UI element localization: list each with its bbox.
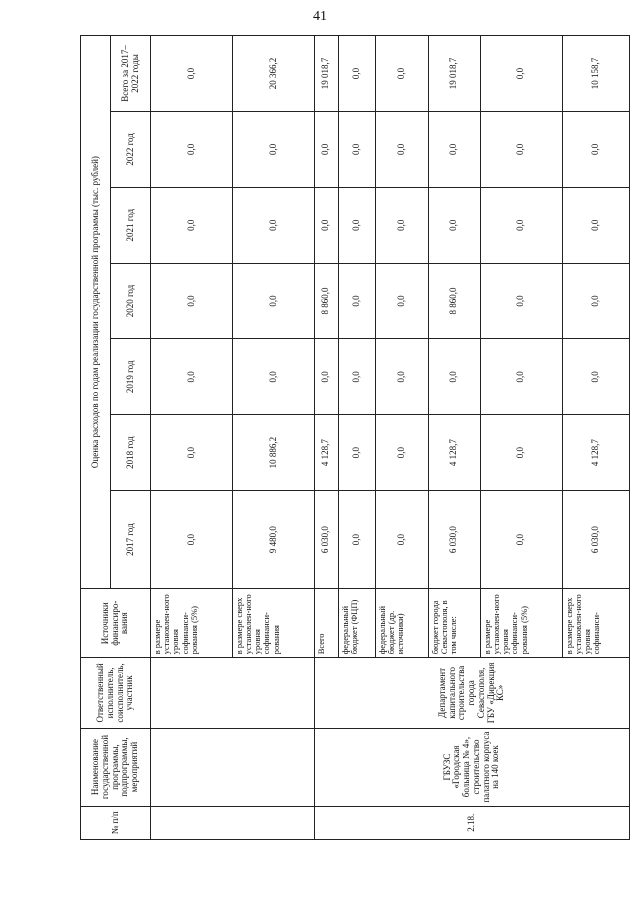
cell-value: 0,0	[314, 339, 338, 415]
cell-value: 0,0	[562, 187, 629, 263]
cell-value: 0,0	[338, 111, 376, 187]
rotated-table-container	[80, 35, 630, 840]
cell-value: 10 886,2	[232, 415, 314, 491]
cell-source: федеральный бюджет (ФЦП)	[338, 589, 376, 658]
expenses-table	[80, 35, 630, 840]
cell-value: 0,0	[562, 111, 629, 187]
cell-value: 8 860,0	[428, 263, 480, 339]
cell-value: 19 018,7	[314, 36, 338, 112]
header-year-2019: 2019 год	[111, 339, 151, 415]
cell-source: в размере сверх установлен-ного уровня софинанси-рования	[232, 589, 314, 658]
cell-value: 0,0	[151, 187, 233, 263]
cell-value: 0,0	[562, 263, 629, 339]
cell-value: 9 480,0	[232, 491, 314, 589]
cell-value: 0,0	[232, 187, 314, 263]
cell-value: 0,0	[480, 263, 562, 339]
cell-value: 0,0	[376, 415, 428, 491]
header-year-2022: 2022 год	[111, 111, 151, 187]
cell-value: 0,0	[338, 187, 376, 263]
cell-value: 0,0	[338, 415, 376, 491]
cell-value: 4 128,7	[428, 415, 480, 491]
cell-name-empty	[151, 728, 315, 806]
cell-value: 0,0	[480, 339, 562, 415]
cell-value: 0,0	[376, 36, 428, 112]
cell-value: 0,0	[376, 111, 428, 187]
cell-value: 0,0	[376, 187, 428, 263]
cell-source: бюджет города Севастополя, в том числе:	[428, 589, 480, 658]
cell-value: 20 366,2	[232, 36, 314, 112]
cell-executor-empty	[151, 658, 315, 728]
cell-value: 0,0	[428, 187, 480, 263]
cell-source: федеральный бюджет (др. источники)	[376, 589, 428, 658]
cell-source: Всего	[314, 589, 338, 658]
cell-value: 0,0	[376, 263, 428, 339]
cell-value: 0,0	[480, 415, 562, 491]
header-source: Источники финансиро-вания	[81, 589, 151, 658]
table-row	[151, 36, 233, 840]
header-year-2018: 2018 год	[111, 415, 151, 491]
header-executor: Ответственный исполнитель, соисполнитель, участник	[81, 658, 151, 728]
cell-value: 0,0	[480, 36, 562, 112]
cell-value: 19 018,7	[428, 36, 480, 112]
table-row	[314, 36, 338, 840]
cell-value: 0,0	[232, 263, 314, 339]
cell-value: 0,0	[562, 339, 629, 415]
cell-value: 0,0	[338, 339, 376, 415]
cell-value: 0,0	[338, 36, 376, 112]
cell-value: 0,0	[338, 263, 376, 339]
cell-value: 0,0	[151, 263, 233, 339]
header-no: № п/п	[81, 806, 151, 839]
cell-name: ГБУЗС «Городская больница № 4», строительство палатного корпуса на 140 коек	[314, 728, 629, 806]
cell-value: 0,0	[314, 111, 338, 187]
header-year-2020: 2020 год	[111, 263, 151, 339]
cell-value: 0,0	[151, 111, 233, 187]
cell-value: 0,0	[428, 339, 480, 415]
cell-value: 4 128,7	[562, 415, 629, 491]
cell-value: 0,0	[480, 111, 562, 187]
cell-executor: Департамент капитального строительства города Севастополя, ГБУ «Дирекция КС»	[314, 658, 629, 728]
cell-value: 6 030,0	[428, 491, 480, 589]
cell-source: в размере сверх установлен-ного уровня софинанси-	[562, 589, 629, 658]
cell-value: 0,0	[151, 415, 233, 491]
cell-value: 10 158,7	[562, 36, 629, 112]
cell-value: 0,0	[314, 187, 338, 263]
cell-source: в размере установлен-ного уровня софинанси-рования (5%)	[480, 589, 562, 658]
cell-value: 8 860,0	[314, 263, 338, 339]
page-number: 41	[313, 9, 327, 24]
header-name: Наименование государственной программы, подпрограммы, мероприятий	[81, 728, 151, 806]
header-estimate: Оценка расходов по годам реализации государственной программы (тыс. рублей)	[81, 36, 111, 589]
cell-value: 0,0	[338, 491, 376, 589]
cell-no: 2.18.	[314, 806, 629, 839]
cell-value: 4 128,7	[314, 415, 338, 491]
cell-value: 0,0	[376, 491, 428, 589]
cell-value: 0,0	[480, 491, 562, 589]
header-year-2021: 2021 год	[111, 187, 151, 263]
cell-value: 6 030,0	[562, 491, 629, 589]
cell-no-empty	[151, 806, 315, 839]
cell-value: 0,0	[232, 339, 314, 415]
cell-value: 0,0	[480, 187, 562, 263]
header-year-total: Всего за 2017–2022 годы	[111, 36, 151, 112]
cell-value: 0,0	[151, 491, 233, 589]
cell-source: в размере установлен-ного уровня софинанси-рования (5%)	[151, 589, 233, 658]
cell-value: 6 030,0	[314, 491, 338, 589]
cell-value: 0,0	[151, 339, 233, 415]
cell-value: 0,0	[151, 36, 233, 112]
cell-value: 0,0	[232, 111, 314, 187]
cell-value: 0,0	[376, 339, 428, 415]
cell-value: 0,0	[428, 111, 480, 187]
header-year-2017: 2017 год	[111, 491, 151, 589]
